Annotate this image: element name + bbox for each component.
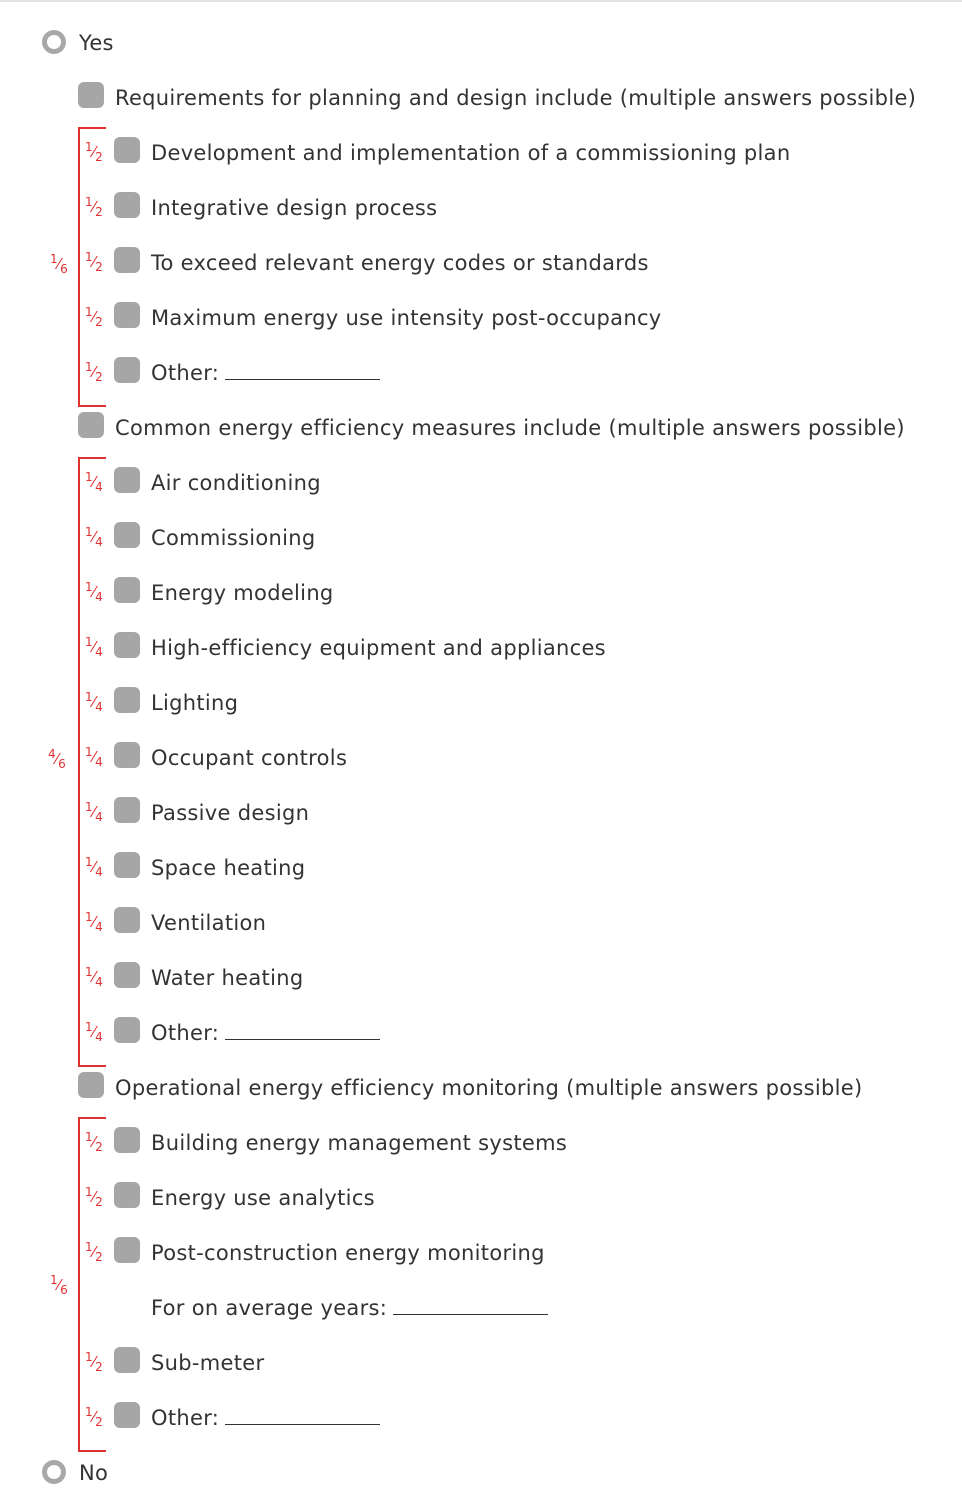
other-text-blank[interactable] — [225, 361, 380, 380]
years-text-blank[interactable] — [393, 1296, 548, 1315]
item-checkbox[interactable] — [114, 577, 140, 603]
item-weight: $^1⁄_2$ — [85, 1405, 103, 1429]
item-checkbox[interactable] — [114, 247, 140, 273]
item-weight: $^1⁄_4$ — [85, 470, 103, 494]
group-weight-measures: $^4⁄_6$ — [48, 747, 66, 771]
list-item[interactable] — [85, 1225, 545, 1280]
item-weight: $^1⁄_2$ — [85, 305, 103, 329]
list-item[interactable] — [85, 675, 238, 730]
item-weight: $^1⁄_2$ — [85, 360, 103, 384]
item-checkbox[interactable] — [114, 632, 140, 658]
list-item-other[interactable] — [85, 1390, 380, 1445]
item-weight: $^1⁄_2$ — [85, 1240, 103, 1264]
item-weight: $^1⁄_2$ — [85, 1185, 103, 1209]
item-checkbox[interactable] — [114, 797, 140, 823]
item-checkbox[interactable] — [114, 907, 140, 933]
item-label: Space heating — [151, 855, 306, 880]
monitoring-checkbox[interactable] — [78, 1072, 104, 1098]
item-weight: $^1⁄_4$ — [85, 855, 103, 879]
option-yes-label: Yes — [79, 30, 114, 55]
item-label — [151, 1406, 380, 1430]
item-label: Ventilation — [151, 910, 267, 935]
item-weight: $^1⁄_4$ — [85, 965, 103, 989]
other-label: Other: — [151, 1405, 220, 1430]
list-item[interactable] — [85, 895, 266, 950]
item-checkbox[interactable] — [114, 1237, 140, 1263]
list-item[interactable] — [85, 180, 437, 235]
list-item[interactable] — [85, 785, 309, 840]
item-checkbox[interactable] — [114, 137, 140, 163]
item-checkbox[interactable] — [114, 962, 140, 988]
item-checkbox[interactable] — [114, 302, 140, 328]
item-weight: $^1⁄_2$ — [85, 1130, 103, 1154]
years-label: For on average years: — [151, 1295, 388, 1320]
list-item[interactable] — [85, 1115, 567, 1170]
option-no[interactable] — [42, 1445, 108, 1500]
item-weight: $^1⁄_4$ — [85, 1020, 103, 1044]
item-label — [151, 361, 380, 385]
item-checkbox[interactable] — [114, 687, 140, 713]
list-item-other[interactable] — [85, 1005, 380, 1060]
item-label: Building energy management systems — [151, 1130, 568, 1155]
item-label: Energy modeling — [151, 580, 334, 605]
yes-radio-button[interactable] — [42, 30, 66, 54]
list-item[interactable] — [85, 455, 321, 510]
item-label: Energy use analytics — [151, 1185, 375, 1210]
item-checkbox[interactable] — [114, 192, 140, 218]
item-weight: $^1⁄_4$ — [85, 910, 103, 934]
list-item[interactable] — [85, 290, 662, 345]
item-label: Air conditioning — [151, 470, 321, 495]
group-weight-monitoring: $^1⁄_6$ — [50, 1273, 68, 1297]
item-label: To exceed relevant energy codes or standards — [151, 250, 649, 275]
item-weight: $^1⁄_4$ — [85, 580, 103, 604]
item-label — [151, 1296, 548, 1320]
item-weight: $^1⁄_4$ — [85, 800, 103, 824]
item-label: Commissioning — [151, 525, 316, 550]
item-checkbox[interactable] — [114, 1017, 140, 1043]
item-weight: $^1⁄_2$ — [85, 195, 103, 219]
item-label: High-efficiency equipment and appliances — [151, 635, 606, 660]
group-heading-label: Common energy efficiency measures include (multiple answers possible) — [115, 415, 905, 440]
item-checkbox[interactable] — [114, 467, 140, 493]
list-item[interactable] — [85, 510, 316, 565]
item-weight: $^1⁄_2$ — [85, 140, 103, 164]
item-label: Sub-meter — [151, 1350, 265, 1375]
item-label: Occupant controls — [151, 745, 348, 770]
item-checkbox[interactable] — [114, 1127, 140, 1153]
item-checkbox[interactable] — [114, 522, 140, 548]
other-text-blank[interactable] — [225, 1406, 380, 1425]
item-label: Lighting — [151, 690, 239, 715]
sub-field-years — [85, 1280, 548, 1335]
top-divider — [0, 0, 962, 2]
item-weight: $^1⁄_2$ — [85, 1350, 103, 1374]
list-item[interactable] — [85, 730, 347, 785]
list-item[interactable] — [85, 840, 305, 895]
option-no-label: No — [79, 1460, 109, 1485]
list-item-other[interactable] — [85, 345, 380, 400]
item-checkbox[interactable] — [114, 1402, 140, 1428]
group-heading-planning[interactable] — [78, 70, 916, 125]
item-label: Post-construction energy monitoring — [151, 1240, 545, 1265]
item-weight: $^1⁄_4$ — [85, 525, 103, 549]
planning-checkbox[interactable] — [78, 82, 104, 108]
list-item[interactable] — [85, 235, 649, 290]
list-item[interactable] — [85, 125, 790, 180]
item-weight: $^1⁄_2$ — [85, 250, 103, 274]
item-checkbox[interactable] — [114, 742, 140, 768]
item-weight: $^1⁄_4$ — [85, 690, 103, 714]
no-radio-button[interactable] — [42, 1460, 66, 1484]
item-checkbox[interactable] — [114, 1182, 140, 1208]
item-label: Integrative design process — [151, 195, 438, 220]
list-item[interactable] — [85, 565, 334, 620]
item-weight: $^1⁄_4$ — [85, 635, 103, 659]
item-label — [151, 1021, 380, 1045]
group-heading-measures[interactable] — [78, 400, 905, 455]
option-yes[interactable] — [42, 15, 114, 70]
item-label: Passive design — [151, 800, 310, 825]
group-heading-monitoring[interactable] — [78, 1060, 863, 1115]
list-item[interactable] — [85, 620, 606, 675]
item-label: Development and implementation of a commissioning plan — [151, 140, 791, 165]
item-checkbox[interactable] — [114, 852, 140, 878]
other-label: Other: — [151, 1020, 220, 1045]
list-item[interactable] — [85, 1170, 375, 1225]
measures-checkbox[interactable] — [78, 412, 104, 438]
group-heading-label: Operational energy efficiency monitoring (multiple answers possible) — [115, 1075, 863, 1100]
group-heading-label: Requirements for planning and design include (multiple answers possible) — [115, 85, 917, 110]
other-text-blank[interactable] — [225, 1021, 380, 1040]
item-checkbox[interactable] — [114, 1347, 140, 1373]
item-checkbox[interactable] — [114, 357, 140, 383]
item-weight: $^1⁄_4$ — [85, 745, 103, 769]
list-item[interactable] — [85, 950, 303, 1005]
group-weight-planning: $^1⁄_6$ — [50, 252, 68, 276]
item-label: Maximum energy use intensity post-occupancy — [151, 305, 662, 330]
item-label: Water heating — [151, 965, 304, 990]
other-label: Other: — [151, 360, 220, 385]
list-item[interactable] — [85, 1335, 264, 1390]
